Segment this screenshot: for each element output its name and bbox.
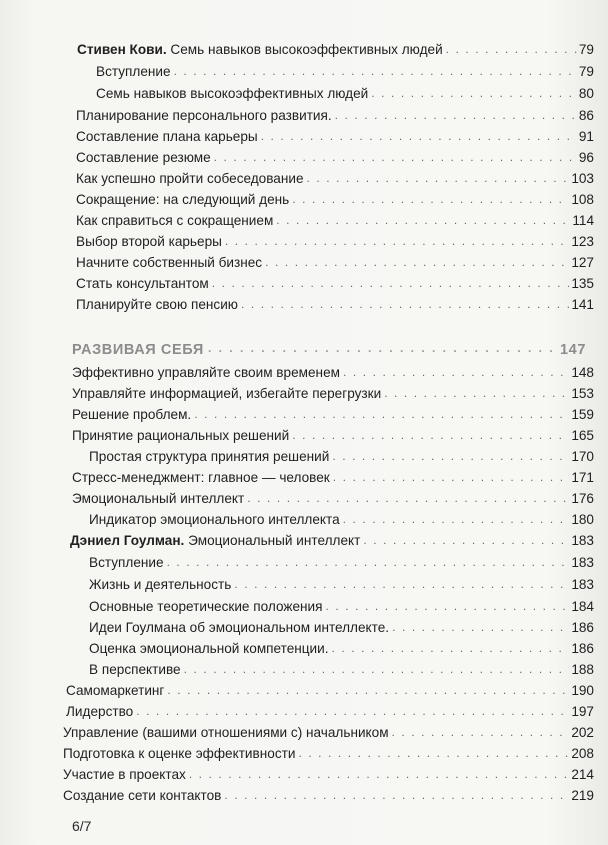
page-number: 171 bbox=[571, 470, 594, 485]
leader-dots bbox=[225, 233, 569, 250]
leader-dots bbox=[241, 296, 569, 313]
toc-entry[interactable] bbox=[89, 573, 594, 593]
leader-dots bbox=[276, 212, 570, 229]
toc-entry[interactable] bbox=[89, 595, 594, 615]
toc-entry[interactable] bbox=[76, 146, 594, 166]
page-number: 147 bbox=[560, 342, 586, 358]
page-number: 180 bbox=[571, 512, 594, 527]
page-number: 214 bbox=[571, 767, 594, 782]
entry-title: Решение проблем. bbox=[72, 407, 192, 422]
toc-entry[interactable] bbox=[89, 658, 594, 678]
leader-dots bbox=[212, 275, 570, 292]
page-number: 108 bbox=[571, 192, 594, 207]
leader-dots bbox=[384, 385, 569, 402]
toc-entry[interactable] bbox=[66, 679, 594, 699]
entry-title: Начните собственный бизнес bbox=[76, 255, 263, 270]
entry-title: Семь навыков высокоэффективных людей bbox=[166, 42, 443, 57]
page-number: 186 bbox=[571, 620, 594, 635]
toc-entry[interactable] bbox=[76, 230, 594, 250]
page-number: 208 bbox=[571, 746, 594, 761]
section-heading[interactable] bbox=[72, 336, 586, 358]
toc-entry[interactable] bbox=[89, 551, 594, 571]
toc-entry-goleman[interactable] bbox=[70, 529, 594, 549]
entry-title: Стресс-менеджмент: главное — человек bbox=[72, 470, 330, 485]
entry-title: Семь навыков высокоэффективных людей bbox=[96, 86, 369, 101]
leader-dots bbox=[332, 640, 570, 657]
entry-title: Индикатор эмоционального интеллекта bbox=[89, 512, 340, 527]
entry-title: Эмоциональный интеллект bbox=[72, 491, 245, 506]
page-number: 184 bbox=[571, 599, 594, 614]
toc-entry[interactable] bbox=[76, 188, 594, 208]
toc-entry[interactable] bbox=[76, 272, 594, 292]
entry-title: Простая структура принятия решений bbox=[89, 449, 330, 464]
entry-title: Вступление bbox=[89, 555, 164, 570]
entry-title: Эмоциональный интеллект bbox=[184, 533, 361, 548]
page-number: 79 bbox=[578, 64, 594, 79]
page-number: 186 bbox=[571, 641, 594, 656]
entry-title: Сокращение: на следующий день bbox=[76, 192, 290, 207]
entry-title: Идеи Гоулмана об эмоциональном интеллекте. bbox=[89, 620, 390, 635]
toc-entry[interactable] bbox=[76, 293, 594, 313]
toc-entry[interactable] bbox=[63, 721, 594, 741]
toc-entry[interactable] bbox=[96, 60, 594, 80]
toc-entry[interactable] bbox=[96, 82, 594, 102]
leader-dots bbox=[224, 787, 569, 804]
author-name: Дэниел Гоулман. bbox=[70, 533, 185, 548]
leader-dots bbox=[392, 724, 570, 741]
page-number: 176 bbox=[571, 491, 594, 506]
toc-entry[interactable] bbox=[63, 763, 594, 783]
toc-entry[interactable] bbox=[72, 403, 594, 423]
page-number: 219 bbox=[571, 788, 594, 803]
toc-entry[interactable] bbox=[76, 104, 594, 124]
leader-dots bbox=[371, 85, 577, 102]
leader-dots bbox=[261, 128, 577, 145]
toc-entry[interactable] bbox=[72, 382, 594, 402]
section-title: РАЗВИВАЯ СЕБЯ bbox=[72, 342, 204, 358]
entry-title: Как успешно пройти собеседование bbox=[76, 171, 304, 186]
page-number: 80 bbox=[578, 86, 594, 101]
entry-title: Управляйте информацией, избегайте перегрузки bbox=[72, 386, 382, 401]
page-number: 197 bbox=[571, 704, 594, 719]
entry-title: Выбор второй карьеры bbox=[76, 234, 222, 249]
toc-entry[interactable] bbox=[89, 637, 594, 657]
page-number: 188 bbox=[571, 662, 594, 677]
leader-dots bbox=[208, 341, 556, 358]
page-number: 170 bbox=[571, 449, 594, 464]
entry-title: Управление (вашими отношениями с) начальником bbox=[63, 725, 389, 740]
entry-title: Составление плана карьеры bbox=[76, 129, 258, 144]
entry-title: Стать консультантом bbox=[76, 276, 209, 291]
entry-title: Планирование персонального развития. bbox=[76, 108, 332, 123]
leader-dots bbox=[234, 576, 569, 593]
toc-entry[interactable] bbox=[76, 251, 594, 271]
author-name: Стивен Кови. bbox=[77, 42, 167, 57]
toc-entry-covey[interactable] bbox=[77, 38, 594, 58]
page-number: 141 bbox=[571, 297, 594, 312]
page-number: 103 bbox=[571, 171, 594, 186]
entry-title: Вступление bbox=[96, 64, 171, 79]
page-number: 123 bbox=[571, 234, 594, 249]
leader-dots bbox=[247, 490, 569, 507]
toc-entry[interactable] bbox=[66, 700, 594, 720]
page-number: 114 bbox=[572, 213, 594, 228]
entry-title: Планируйте свою пенсию bbox=[76, 297, 238, 312]
leader-dots bbox=[174, 63, 577, 80]
entry-title: Лидерство bbox=[66, 704, 134, 719]
leader-dots bbox=[332, 448, 569, 465]
page-number: 183 bbox=[571, 533, 594, 548]
page-number: 190 bbox=[571, 683, 594, 698]
leader-dots bbox=[307, 170, 570, 187]
leader-dots bbox=[189, 766, 570, 783]
entry-title: Создание сети контактов bbox=[63, 788, 222, 803]
leader-dots bbox=[363, 532, 569, 549]
page-footer-label: 6/7 bbox=[72, 818, 92, 834]
page-number: 202 bbox=[571, 725, 594, 740]
page-number: 135 bbox=[571, 276, 594, 291]
toc-entry[interactable] bbox=[89, 508, 594, 528]
page-number: 86 bbox=[578, 108, 594, 123]
page-number: 153 bbox=[571, 386, 594, 401]
page-number: 91 bbox=[578, 129, 594, 144]
page-number: 96 bbox=[578, 150, 594, 165]
entry-title: Принятие рациональных решений bbox=[72, 428, 290, 443]
leader-dots bbox=[265, 254, 569, 271]
page-number: 127 bbox=[571, 255, 594, 270]
page-number: 183 bbox=[571, 577, 594, 592]
leader-dots bbox=[446, 41, 577, 58]
page-number: 159 bbox=[571, 407, 594, 422]
leader-dots bbox=[343, 511, 570, 528]
leader-dots bbox=[167, 554, 570, 571]
toc-entry[interactable] bbox=[89, 616, 594, 636]
entry-title: Жизнь и деятельность bbox=[89, 577, 232, 592]
page-number: 79 bbox=[578, 42, 594, 57]
leader-dots bbox=[335, 107, 577, 124]
toc-entry[interactable] bbox=[76, 209, 594, 229]
leader-dots bbox=[292, 191, 569, 208]
entry-title: В перспективе bbox=[89, 662, 181, 677]
entry-title: Как справиться с сокращением bbox=[76, 213, 274, 228]
leader-dots bbox=[298, 745, 569, 762]
page-number: 148 bbox=[571, 365, 594, 380]
leader-dots bbox=[343, 364, 569, 381]
leader-dots bbox=[333, 469, 570, 486]
toc-entry[interactable] bbox=[72, 487, 594, 507]
leader-dots bbox=[292, 427, 569, 444]
toc-entry[interactable] bbox=[89, 445, 594, 465]
leader-dots bbox=[136, 703, 569, 720]
leader-dots bbox=[214, 149, 577, 166]
toc-entry[interactable] bbox=[63, 784, 594, 804]
toc-entry[interactable] bbox=[76, 167, 594, 187]
entry-title: Основные теоретические положения bbox=[89, 599, 323, 614]
page-number: 165 bbox=[571, 428, 594, 443]
toc-entry[interactable] bbox=[63, 742, 594, 762]
page-number: 183 bbox=[571, 555, 594, 570]
entry-title: Самомаркетинг bbox=[66, 683, 165, 698]
entry-title: Подготовка к оценке эффективности bbox=[63, 746, 296, 761]
entry-title: Эффективно управляйте своим временем bbox=[72, 365, 340, 380]
leader-dots bbox=[167, 682, 569, 699]
entry-title: Составление резюме bbox=[76, 150, 211, 165]
toc-entry[interactable] bbox=[76, 125, 594, 145]
leader-dots bbox=[392, 619, 569, 636]
leader-dots bbox=[194, 406, 569, 423]
toc-entry[interactable] bbox=[72, 361, 594, 381]
toc-entry[interactable] bbox=[72, 424, 594, 444]
entry-title: Участие в проектах bbox=[63, 767, 186, 782]
leader-dots bbox=[184, 661, 570, 678]
toc-entry[interactable] bbox=[72, 466, 594, 486]
leader-dots bbox=[326, 598, 570, 615]
entry-title: Оценка эмоциональной компетенции. bbox=[89, 641, 329, 656]
